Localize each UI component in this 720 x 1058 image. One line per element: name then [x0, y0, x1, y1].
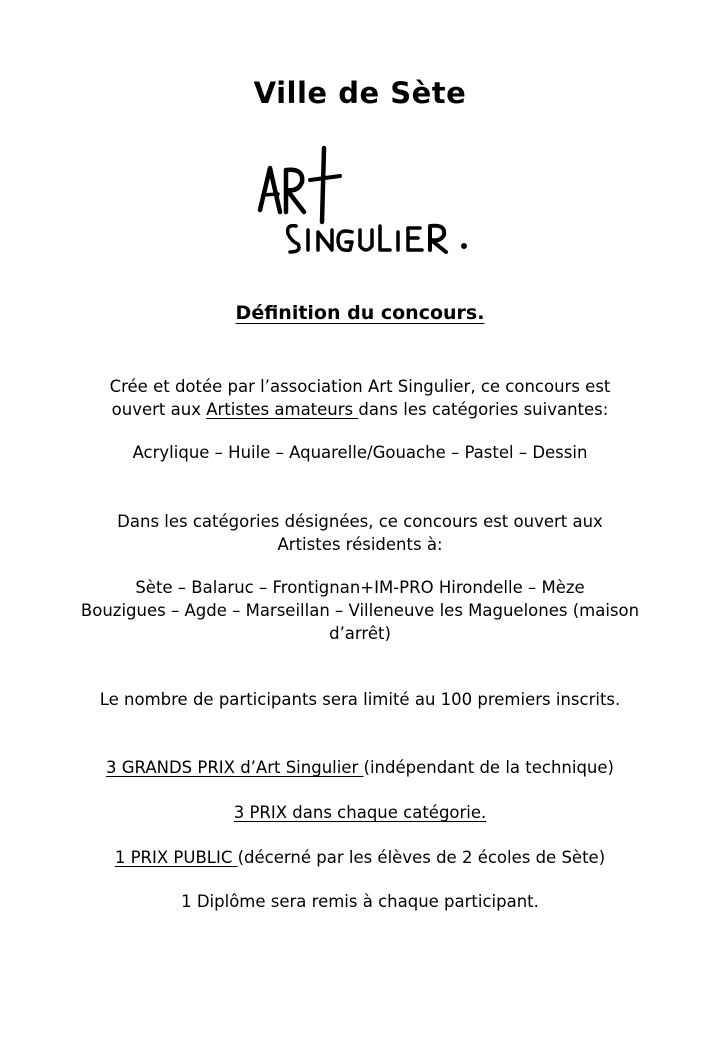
towns-line-1: Sète – Balaruc – Frontignan+IM-PRO Hirondelle – Mèze — [135, 578, 585, 597]
grand-prize-underlined: 3 GRANDS PRIX d’Art Singulier — [106, 758, 364, 777]
public-prize-underlined: 1 PRIX PUBLIC — [114, 848, 238, 867]
category-prize-text: 3 PRIX dans chaque catégorie. — [233, 803, 487, 822]
towns-paragraph — [20, 576, 700, 645]
eligibility-paragraph — [40, 510, 680, 556]
section-heading — [40, 302, 680, 324]
logo-drawing — [228, 140, 490, 270]
page-title: Ville de Sète — [253, 76, 467, 110]
categories-line: Acrylique – Huile – Aquarelle/Gouache – Pastel – Dessin — [132, 443, 588, 462]
public-prize-rest: (décerné par les élèves de 2 écoles de Sète) — [237, 848, 606, 867]
intro-line-2-suffix: dans les catégories suivantes: — [358, 400, 609, 419]
public-prize-line — [20, 846, 700, 869]
intro-line-2 — [40, 398, 680, 421]
grand-prize-rest: (indépendant de la technique) — [363, 758, 614, 777]
intro-line-1: Crée et dotée par l’association Art Singulier, ce concours est — [109, 377, 611, 396]
intro-line-2-prefix: ouvert aux — [111, 400, 207, 419]
category-prize-line — [40, 801, 680, 824]
eligibility-line-2: Artistes résidents à: — [277, 535, 443, 554]
diploma-line: 1 Diplôme sera remis à chaque participant. — [181, 892, 539, 911]
eligibility-line-1: Dans les catégories désignées, ce concours est ouvert aux — [117, 512, 603, 531]
participant-limit: Le nombre de participants sera limité au 100 premiers inscrits. — [99, 690, 621, 709]
section-heading-text: Définition du concours. — [235, 302, 485, 324]
towns-line-2: Bouzigues – Agde – Marseillan – Villeneuve les Maguelones (maison — [80, 601, 640, 620]
amateur-artists-underlined: Artistes amateurs — [206, 400, 359, 419]
art-singulier-logo — [228, 140, 490, 270]
grand-prize-line — [20, 756, 700, 779]
towns-line-3: d’arrêt) — [329, 624, 391, 643]
intro-paragraph — [40, 375, 680, 421]
